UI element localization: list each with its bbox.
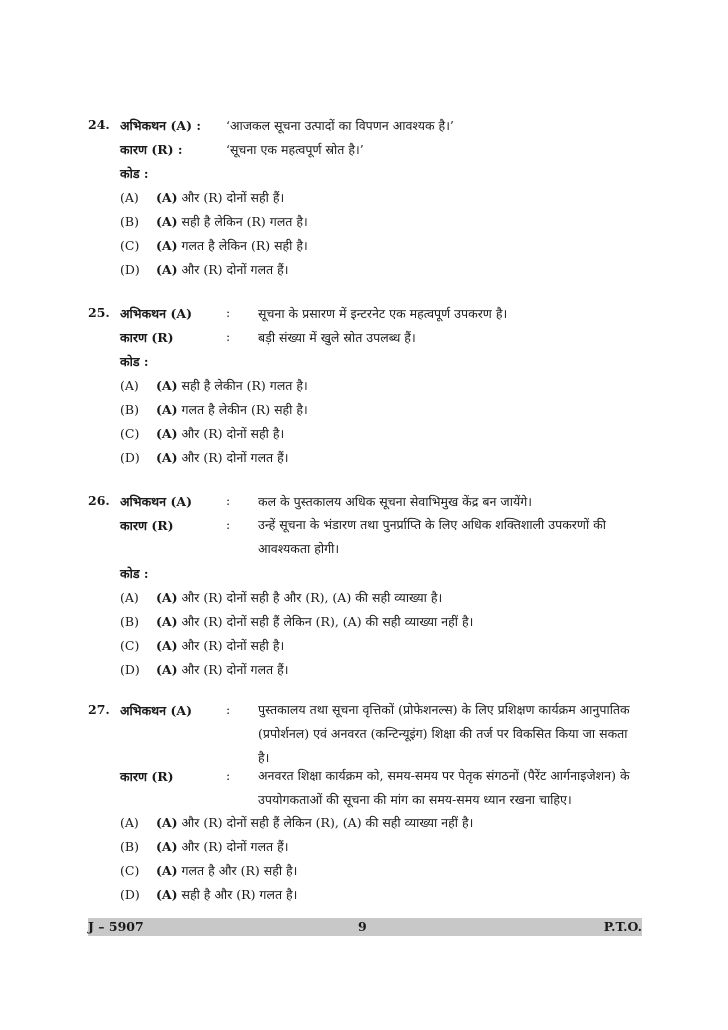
option-bold: (A) (156, 815, 178, 830)
option-bold: (A) (156, 262, 178, 277)
assertion-text: सूचना के प्रसारण में इन्टरनेट एक महत्वपूर्ण उपकरण है। (258, 306, 508, 321)
option-b (120, 838, 289, 855)
option-text: सही है लेकीन (R) गलत है। (177, 378, 308, 393)
reason-row (120, 768, 630, 807)
option-bold: (A) (156, 662, 178, 677)
option-bold: (A) (156, 887, 178, 902)
reason-label: कारण (R) (120, 769, 174, 784)
colon: : (226, 305, 231, 320)
option-bold: (A) (156, 426, 178, 441)
option-letter: (C) (120, 863, 140, 878)
assertion-text: पुस्तकालय तथा सूचना वृत्तिकों (प्रोफेशनल्स) के लिए प्रशिक्षण कार्यक्रम आनुपातिक (प्रपोर्शनल) एवं अनवरत (कन्टिन्यूइंग) शिक्षा की तर्ज पर विकसित किया जा सकता है। (258, 702, 630, 765)
option-bold: (A) (156, 839, 178, 854)
code-label-text: कोड : (120, 566, 149, 581)
option-text: गलत है और (R) सही है। (177, 863, 298, 878)
colon: : (226, 493, 231, 508)
option-text: और (R) दोनों सही है। (177, 638, 285, 653)
option-letter: (A) (120, 590, 139, 605)
code-label-text: कोड : (120, 354, 149, 369)
option-b (120, 613, 473, 630)
option-text: सही है लेकिन (R) गलत है। (177, 214, 308, 229)
option-text: और (R) दोनों सही हैं लेकिन (R), (A) की सही व्याख्या नहीं है। (177, 815, 474, 830)
reason-row (120, 329, 416, 346)
option-text: और (R) दोनों सही है और (R), (A) की सही व्याख्या है। (177, 590, 443, 605)
option-d (120, 661, 289, 678)
colon: : (226, 702, 231, 717)
page-number: 9 (358, 919, 367, 934)
option-bold: (A) (156, 590, 178, 605)
code-label (120, 165, 149, 182)
option-letter: (A) (120, 815, 139, 830)
question-24 (88, 117, 648, 282)
option-letter: (A) (120, 378, 139, 393)
option-text: और (R) दोनों सही है। (177, 426, 285, 441)
option-bold: (A) (156, 863, 178, 878)
option-text: और (R) दोनों गलत हैं। (177, 662, 289, 677)
assertion-text: ‘आजकल सूचना उत्पादों का विपणन आवश्यक है।’ (226, 118, 454, 133)
page-footer (88, 918, 642, 936)
code-label (120, 565, 149, 582)
option-letter: (D) (120, 887, 140, 902)
option-b (120, 213, 308, 230)
option-bold: (A) (156, 190, 178, 205)
reason-label: कारण (R) (120, 518, 174, 533)
option-bold: (A) (156, 638, 178, 653)
reason-row (120, 141, 364, 158)
code-label (120, 353, 149, 370)
option-c (120, 862, 297, 879)
option-text: सही है और (R) गलत है। (177, 887, 298, 902)
option-letter: (D) (120, 662, 140, 677)
option-text: और (R) दोनों गलत हैं। (177, 839, 289, 854)
option-bold: (A) (156, 402, 178, 417)
question-26 (88, 493, 648, 678)
reason-text: अनवरत शिक्षा कार्यक्रम को, समय-समय पर पेतृक संगठनों (पैरेंट आर्गनाइजेशन) के उपयोगकताओं की सूचना की मांग का समय-समय ध्यान रखना चाहिए। (258, 768, 630, 807)
assertion-row (120, 493, 532, 510)
option-bold: (A) (156, 378, 178, 393)
assertion-label: अभिकथन (A) (120, 703, 192, 718)
option-text: गलत है लेकीन (R) सही है। (177, 402, 308, 417)
option-d (120, 886, 297, 903)
option-letter: (B) (120, 402, 139, 417)
option-a (120, 377, 308, 394)
option-letter: (C) (120, 426, 140, 441)
question-number: 26. (88, 493, 110, 508)
option-letter: (B) (120, 839, 139, 854)
question-27 (88, 702, 648, 902)
question-number: 25. (88, 305, 110, 320)
colon: : (226, 768, 231, 783)
reason-label: कारण (R) : (120, 142, 183, 157)
option-d (120, 261, 289, 278)
option-text: और (R) दोनों गलत हैं। (177, 262, 289, 277)
option-letter: (B) (120, 214, 139, 229)
question-number: 24. (88, 117, 110, 132)
assertion-label: अभिकथन (A) : (120, 118, 201, 133)
option-letter: (D) (120, 450, 140, 465)
option-c (120, 237, 308, 254)
assertion-row (120, 117, 454, 134)
reason-text: ‘सूचना एक महत्वपूर्ण स्रोत है।’ (226, 142, 364, 157)
option-text: और (R) दोनों सही हैं। (177, 190, 285, 205)
option-a (120, 589, 442, 606)
option-letter: (C) (120, 238, 140, 253)
option-b (120, 401, 308, 418)
option-letter: (A) (120, 190, 139, 205)
assertion-text: कल के पुस्तकालय अधिक सूचना सेवाभिमुख केंद्र बन जायेंगे। (258, 494, 532, 509)
option-d (120, 449, 289, 466)
option-text: और (R) दोनों गलत हैं। (177, 450, 289, 465)
option-bold: (A) (156, 450, 178, 465)
option-letter: (B) (120, 614, 139, 629)
assertion-row (120, 702, 630, 765)
option-text: गलत है लेकिन (R) सही है। (177, 238, 308, 253)
reason-label: कारण (R) (120, 330, 174, 345)
colon: : (226, 517, 231, 532)
reason-text: उन्हें सूचना के भंडारण तथा पुनर्प्राप्ति के लिए अधिक शक्तिशाली उपकरणों की आवश्यकता होगी। (258, 517, 606, 556)
option-text: और (R) दोनों सही हैं लेकिन (R), (A) की सही व्याख्या नहीं है। (177, 614, 474, 629)
assertion-label: अभिकथन (A) (120, 306, 192, 321)
reason-row (120, 517, 606, 556)
paper-code: J – 5907 (88, 919, 144, 934)
option-a (120, 814, 473, 831)
assertion-label: अभिकथन (A) (120, 494, 192, 509)
pto-label: P.T.O. (603, 919, 642, 934)
code-label-text: कोड : (120, 166, 149, 181)
option-bold: (A) (156, 614, 178, 629)
option-a (120, 189, 284, 206)
option-c (120, 637, 284, 654)
question-25 (88, 305, 648, 470)
question-number: 27. (88, 702, 110, 717)
reason-text: बड़ी संख्या में खुले स्रोत उपलब्ध हैं। (258, 330, 416, 345)
assertion-row (120, 305, 508, 322)
option-letter: (D) (120, 262, 140, 277)
option-letter: (C) (120, 638, 140, 653)
option-c (120, 425, 284, 442)
colon: : (226, 329, 231, 344)
option-bold: (A) (156, 238, 178, 253)
option-bold: (A) (156, 214, 178, 229)
